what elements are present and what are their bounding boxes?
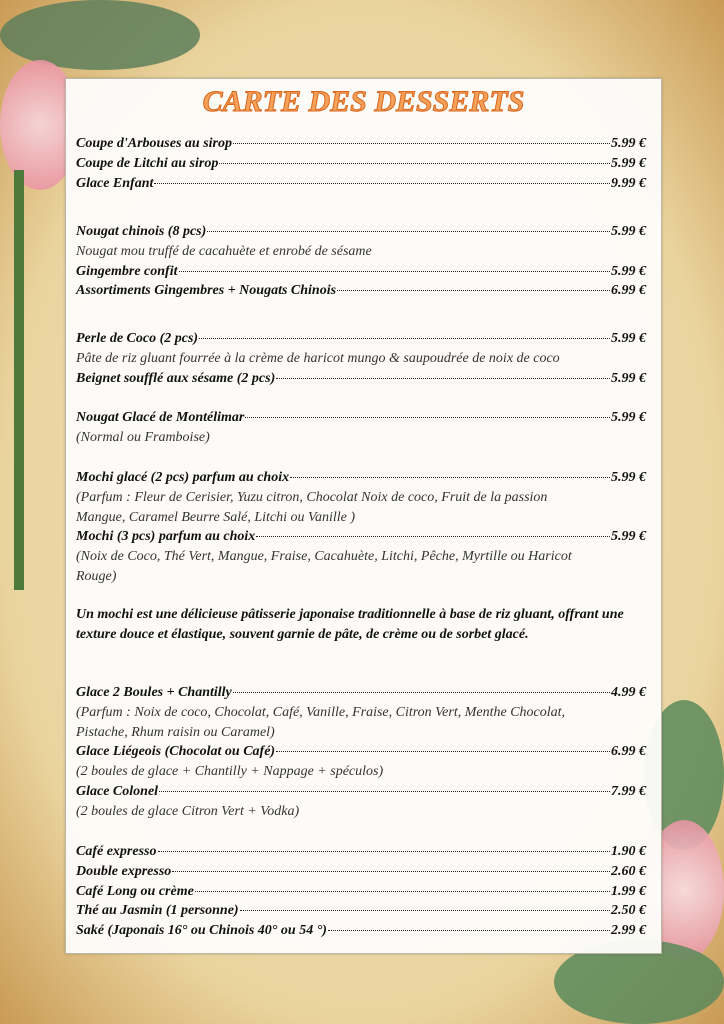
menu-item xyxy=(76,862,646,882)
item-price: 5.99 € xyxy=(611,224,646,239)
item-name: Beignet soufflé aux sésame (2 pcs) xyxy=(76,370,276,386)
item-description: Pistache, Rhum raisin ou Caramel) xyxy=(76,724,275,740)
item-price: 2.60 € xyxy=(611,863,646,879)
item-name: Thé au Jasmin (1 personne) xyxy=(76,903,239,919)
menu-item xyxy=(76,329,646,349)
menu-item xyxy=(76,842,646,862)
item-name: Double expresso xyxy=(76,863,172,879)
item-name: Coupe de Litchi au sirop xyxy=(76,155,219,171)
item-name: Nougat Glacé de Montélimar xyxy=(76,410,245,425)
item-description: (Normal ou Framboise) xyxy=(76,429,210,445)
item-description: Rouge) xyxy=(76,568,117,584)
dot-leader xyxy=(172,871,610,872)
menu-section xyxy=(76,329,646,388)
item-name: Coupe d'Arbouses au sirop xyxy=(76,136,232,151)
menu-item xyxy=(76,369,646,389)
menu-item xyxy=(76,281,646,301)
dot-leader xyxy=(245,417,610,418)
item-name: Café expresso xyxy=(76,844,157,859)
item-description: Mangue, Caramel Beurre Salé, Litchi ou Vanille ) xyxy=(76,509,356,525)
item-price: 5.99 € xyxy=(611,331,646,346)
item-description: (2 boules de glace Citron Vert + Vodka) xyxy=(76,803,300,819)
menu-item xyxy=(76,921,646,941)
menu-item xyxy=(76,468,646,488)
item-price: 6.99 € xyxy=(611,283,646,299)
item-price: 6.99 € xyxy=(611,744,646,760)
dot-leader xyxy=(158,851,611,852)
item-name: Saké (Japonais 16° ou Chinois 40° ou 54 °) xyxy=(76,923,327,939)
item-price: 5.99 € xyxy=(611,136,646,151)
dot-leader xyxy=(290,477,610,478)
item-description: Nougat mou truffé de cacahuète et enrobé de sésame xyxy=(76,243,372,259)
item-price: 7.99 € xyxy=(611,783,646,799)
item-price: 5.99 € xyxy=(611,155,646,171)
item-price: 5.99 € xyxy=(611,370,646,386)
dot-leader xyxy=(199,338,610,339)
item-price: 1.90 € xyxy=(611,844,646,859)
mochi-note: Un mochi est une délicieuse pâtisserie japonaise traditionnelle à base de riz gluant, offrant une texture douce et élastique, souvent garnie de pâte, de crème ou de sorbet glacé. xyxy=(76,607,624,642)
item-price: 2.50 € xyxy=(611,903,646,919)
menu-section xyxy=(76,605,646,645)
menu-section xyxy=(76,134,646,193)
dot-leader xyxy=(179,271,611,272)
dot-leader xyxy=(328,930,610,931)
item-name: Mochi (3 pcs) parfum au choix xyxy=(76,529,256,545)
menu-item xyxy=(76,154,646,174)
item-name: Café Long ou crème xyxy=(76,883,194,899)
item-name: Glace Colonel xyxy=(76,783,159,799)
dot-leader xyxy=(256,536,610,537)
item-description: (Parfum : Fleur de Cerisier, Yuzu citron, Chocolat Noix de coco, Fruit de la passion xyxy=(76,489,548,505)
dot-leader xyxy=(219,163,610,164)
dot-leader xyxy=(337,290,610,291)
dot-leader xyxy=(276,378,610,379)
dot-leader xyxy=(233,692,610,693)
menu-item xyxy=(76,742,646,762)
menu-item xyxy=(76,262,646,282)
menu-item xyxy=(76,134,646,154)
item-price: 5.99 € xyxy=(611,529,646,545)
decorative-leaf xyxy=(0,0,200,70)
menu-section xyxy=(76,408,646,448)
menu-item xyxy=(76,408,646,428)
item-description: (2 boules de glace + Chantilly + Nappage + spéculos) xyxy=(76,764,384,780)
menu-card xyxy=(65,78,662,954)
menu-item xyxy=(76,882,646,902)
dot-leader xyxy=(207,231,610,232)
menu-item xyxy=(76,782,646,802)
item-name: Perle de Coco (2 pcs) xyxy=(76,331,199,346)
dot-leader xyxy=(195,891,610,892)
menu-title: CARTE DES DESSERTS xyxy=(202,85,525,118)
dot-leader xyxy=(159,791,610,792)
item-name: Gingembre confit xyxy=(76,263,178,279)
item-name: Glace Liégeois (Chocolat ou Café) xyxy=(76,744,276,760)
item-name: Nougat chinois (8 pcs) xyxy=(76,224,207,239)
menu-section xyxy=(76,683,646,822)
item-name: Mochi glacé (2 pcs) parfum au choix xyxy=(76,470,290,485)
dot-leader xyxy=(276,751,610,752)
menu-item xyxy=(76,527,646,547)
item-price: 5.99 € xyxy=(611,470,646,485)
item-name: Glace Enfant xyxy=(76,175,154,191)
menu-item xyxy=(76,901,646,921)
item-price: 9.99 € xyxy=(611,175,646,191)
menu-section xyxy=(76,468,646,587)
item-price: 5.99 € xyxy=(611,263,646,279)
decorative-bamboo xyxy=(14,170,24,590)
item-description: Pâte de riz gluant fourrée à la crème de haricot mungo & saupoudrée de noix de coco xyxy=(76,350,560,366)
item-price: 1.99 € xyxy=(611,883,646,899)
item-name: Glace 2 Boules + Chantilly xyxy=(76,685,232,700)
item-price: 2.99 € xyxy=(611,923,646,939)
item-description: (Parfum : Noix de coco, Chocolat, Café, Vanille, Fraise, Citron Vert, Menthe Chocolat, xyxy=(76,704,566,720)
dot-leader xyxy=(240,910,610,911)
menu-section xyxy=(76,842,646,941)
item-name: Assortiments Gingembres + Nougats Chinois xyxy=(76,283,337,299)
menu-item xyxy=(76,683,646,703)
dot-leader xyxy=(233,143,610,144)
menu-item xyxy=(76,174,646,194)
menu-section xyxy=(76,222,646,301)
menu-item xyxy=(76,222,646,242)
item-description: (Noix de Coco, Thé Vert, Mangue, Fraise, Cacahuète, Litchi, Pêche, Myrtille ou Haricot xyxy=(76,549,572,565)
item-price: 5.99 € xyxy=(611,410,646,425)
dot-leader xyxy=(154,183,610,184)
item-price: 4.99 € xyxy=(611,685,646,700)
